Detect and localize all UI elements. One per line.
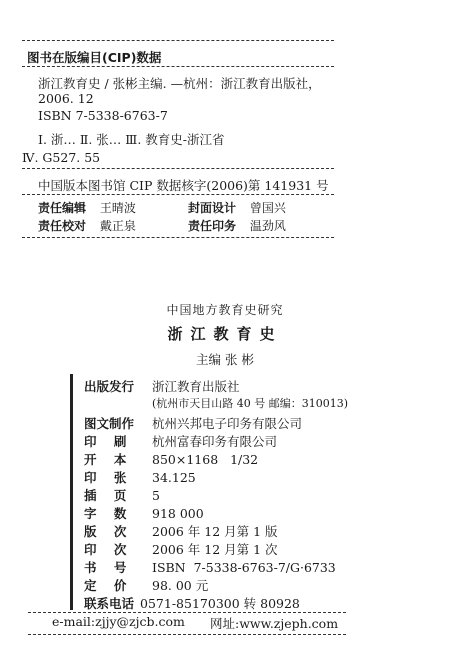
phone-value: 0571-85170300 转 80928 [140, 596, 300, 611]
row-edition [84, 522, 278, 540]
cip-check-number: 中国版本图书馆 CIP 数据核字(2006)第 141931 号 [38, 178, 329, 193]
cip-title-divider [22, 66, 334, 67]
cip-isbn: ISBN 7-5338-6763-7 [38, 108, 168, 123]
sheets-value: 34.125 [152, 470, 196, 485]
cip-check-divider [22, 194, 334, 195]
row-publisher [84, 377, 240, 395]
staff-row-1-right [188, 199, 286, 216]
proof-label: 责任校对 [38, 219, 87, 233]
publisher-label: 出版发行 [84, 379, 135, 394]
series-title: 中国地方教育史研究 [166, 303, 284, 317]
row-words [84, 504, 204, 522]
row-plates [84, 486, 160, 504]
words-value: 918 000 [152, 506, 204, 521]
cover-name: 曾国兴 [249, 201, 286, 215]
row-format [84, 450, 258, 468]
row-phone [84, 594, 300, 612]
contact-divider [28, 612, 346, 613]
staff-row-2 [38, 217, 136, 234]
edition-value: 2006 年 12 月第 1 版 [152, 524, 278, 539]
row-sheets [84, 468, 196, 486]
words-label: 字 数 [84, 506, 127, 521]
cover-label: 封面设计 [188, 201, 237, 215]
format-label: 开 本 [84, 452, 127, 467]
plates-value: 5 [152, 488, 160, 503]
price-value: 98. 00 元 [152, 578, 209, 593]
row-price [84, 576, 208, 594]
web-text: 网址:www.zjeph.com [210, 616, 339, 631]
row-isbn [84, 558, 336, 576]
publisher-address: (杭州市天目山路 40 号 邮编：310013) [152, 397, 349, 410]
email-text: e-mail:zjjy@zjcb.com [52, 614, 185, 629]
details-vertical-bar [70, 374, 73, 610]
graphics-label: 图文制作 [84, 416, 135, 431]
editor-name: 王晴波 [99, 201, 136, 215]
cip-classification: Ⅰ. 浙… Ⅱ. 张… Ⅲ. 教育史-浙江省 [38, 132, 225, 147]
edition-label: 版 次 [84, 524, 127, 539]
bottom-divider [28, 634, 346, 635]
print-house-value: 杭州富春印务有限公司 [152, 434, 278, 449]
plates-label: 插 页 [84, 488, 127, 503]
format-value: 850×1168 1/32 [152, 452, 259, 467]
print-label: 责任印务 [188, 219, 237, 233]
cip-title: 图书在版编目(CIP)数据 [27, 50, 162, 65]
row-graphics [84, 414, 302, 432]
cip-bibliographic-line: 浙江教育史 / 张彬主编. —杭州：浙江教育出版社， [38, 76, 321, 91]
row-printing [84, 540, 278, 558]
isbn-label: 书 号 [84, 560, 127, 575]
cip-date: 2006. 12 [38, 91, 94, 106]
publisher-value: 浙江教育出版社 [152, 379, 240, 394]
staff-row-2-right [188, 217, 286, 234]
top-divider [22, 40, 334, 41]
editor-label: 责任编辑 [38, 201, 87, 215]
price-label: 定 价 [84, 578, 127, 593]
book-title: 浙江教育史 [167, 325, 283, 343]
book-editor: 主编 张 彬 [196, 352, 254, 367]
sheets-label: 印 张 [84, 470, 127, 485]
print-name: 温劲风 [249, 219, 286, 233]
row-print [84, 432, 277, 450]
isbn-value: ISBN 7-5338-6763-7/G·6733 [152, 560, 336, 575]
graphics-value: 杭州兴邦电子印务有限公司 [152, 416, 303, 431]
phone-label: 联系电话 [84, 596, 135, 611]
printing-value: 2006 年 12 月第 1 次 [152, 542, 278, 557]
cip-bottom-divider [22, 168, 334, 169]
proof-name: 戴正泉 [99, 219, 136, 233]
staff-row-1 [38, 199, 136, 216]
cip-class-number: Ⅳ. G527. 55 [22, 150, 101, 165]
print-house-label: 印 刷 [84, 434, 127, 449]
staff-divider [22, 237, 334, 238]
printing-label: 印 次 [84, 542, 127, 557]
